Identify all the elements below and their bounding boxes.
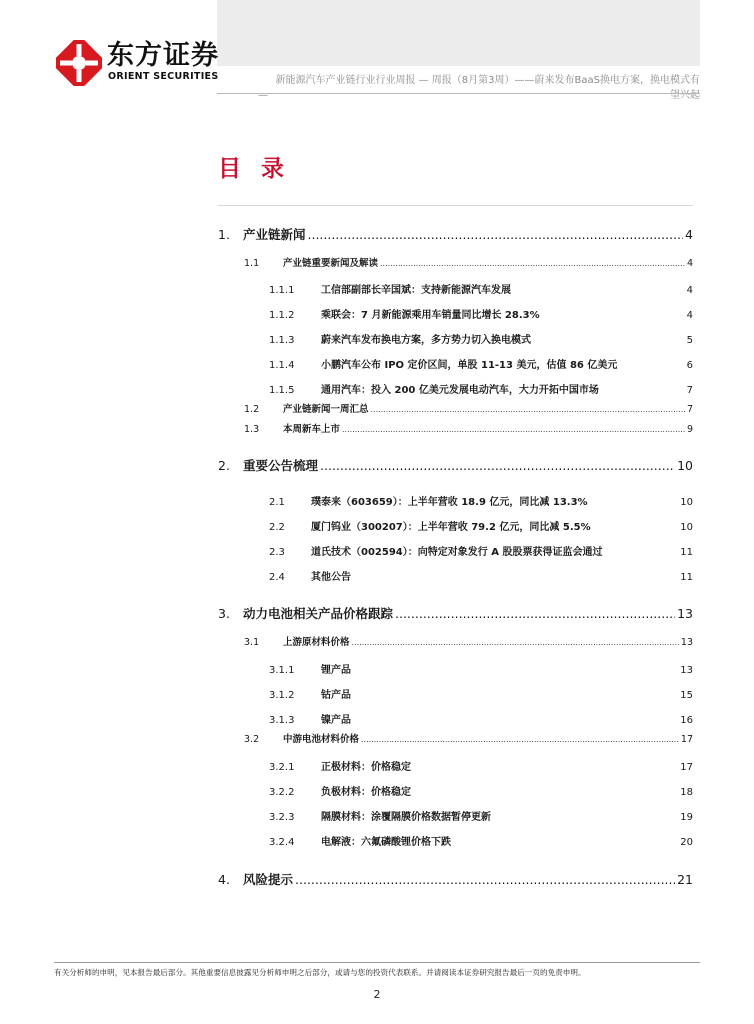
report-title-tail: 望兴起 xyxy=(670,90,700,101)
toc-entry-leader xyxy=(342,425,685,434)
toc-entry-page: 16 xyxy=(680,715,693,726)
toc-entry[interactable] xyxy=(269,568,693,583)
toc-entry-title: 钴产品 xyxy=(321,690,351,701)
report-title-continued xyxy=(258,89,700,102)
brand-name-en: ORIENT SECURITIES xyxy=(108,71,219,82)
toc-entry-title: 负极材料：价格稳定 xyxy=(321,787,411,798)
toc-entry-title: 风险提示 xyxy=(243,872,294,887)
toc-entry-page: 4 xyxy=(686,310,693,321)
toc-entry[interactable] xyxy=(218,456,693,474)
toc-entry-number: 4. xyxy=(218,872,230,887)
toc-entry[interactable] xyxy=(269,518,693,533)
toc-entry-number: 3.1 xyxy=(244,637,260,648)
toc-entry-title: 厦门钨业（300207）：上半年营收 79.2 亿元，同比减 5.5% xyxy=(311,522,591,533)
toc-entry-number: 3. xyxy=(218,606,230,621)
toc-entry-title: 镍产品 xyxy=(321,715,351,726)
toc-entry[interactable] xyxy=(269,331,693,346)
toc-entry[interactable] xyxy=(244,634,693,648)
toc-entry-page: 4 xyxy=(686,258,693,269)
toc-entry-number: 1.2 xyxy=(244,404,260,415)
toc-entry-page: 15 xyxy=(680,690,693,701)
toc-entry-page: 10 xyxy=(680,522,693,533)
toc-entry-number: 3.1.2 xyxy=(269,690,295,701)
toc-entry-number: 2.2 xyxy=(269,522,285,533)
toc-entry-number: 3.1.3 xyxy=(269,715,295,726)
toc-entry-title: 动力电池相关产品价格跟踪 xyxy=(243,606,394,621)
toc-entry-page: 10 xyxy=(677,458,693,473)
toc-entry-leader xyxy=(361,735,679,744)
toc-entry-page: 17 xyxy=(680,762,693,773)
toc-entry-title: 正极材料：价格稳定 xyxy=(321,762,411,773)
toc-entry-title: 工信部副部长辛国斌：支持新能源汽车发展 xyxy=(321,285,511,296)
toc-entry[interactable] xyxy=(269,661,693,676)
toc-entry-title: 本周新车上市 xyxy=(283,424,341,435)
toc-entry-number: 3.2.3 xyxy=(269,812,295,823)
toc-entry-title: 电解液：六氟磷酸锂价格下跌 xyxy=(321,837,451,848)
toc-entry-title: 蔚来汽车发布换电方案，多方势力切入换电模式 xyxy=(321,335,531,346)
toc-entry-number: 3.2.4 xyxy=(269,837,295,848)
toc-entry-page: 6 xyxy=(686,360,693,371)
toc-entry-title: 璞泰来（603659）：上半年营收 18.9 亿元，同比减 13.3% xyxy=(311,497,588,508)
footer-divider xyxy=(54,962,700,963)
toc-entry-title: 产业链新闻一周汇总 xyxy=(283,404,369,415)
toc-entry-number: 2.3 xyxy=(269,547,285,558)
toc-entry-page: 4 xyxy=(685,227,693,242)
toc-entry-leader xyxy=(395,606,675,621)
toc-entry[interactable] xyxy=(218,604,693,622)
brand-name-cn: 东方证券 xyxy=(107,40,219,71)
page-number: 2 xyxy=(373,988,381,1001)
toc-divider xyxy=(218,205,693,206)
toc-entry[interactable] xyxy=(269,281,693,296)
toc-entry-number: 1.1.1 xyxy=(269,285,295,296)
toc-entry-leader xyxy=(320,458,675,473)
toc-entry[interactable] xyxy=(269,381,693,396)
toc-entry-title: 锂产品 xyxy=(321,665,351,676)
toc-entry[interactable] xyxy=(269,493,693,508)
toc-entry[interactable] xyxy=(269,808,693,823)
toc-entry-page: 21 xyxy=(677,872,693,887)
toc-entry-page: 13 xyxy=(680,637,693,648)
toc-entry-leader xyxy=(380,259,685,268)
footer-disclaimer: 有关分析师的申明，见本报告最后部分。其他重要信息披露见分析师申明之后部分，或请与您的投资代表联系。并请阅读本证券研究报告最后一页的免责申明。 xyxy=(54,968,586,977)
toc-entry-title: 通用汽车：投入 200 亿美元发展电动汽车，大力开拓中国市场 xyxy=(321,385,599,396)
toc-entry-number: 3.2.1 xyxy=(269,762,295,773)
toc-entry[interactable] xyxy=(269,758,693,773)
toc-entry[interactable] xyxy=(269,686,693,701)
toc-entry[interactable] xyxy=(269,356,693,371)
toc-entry-title: 小鹏汽车公布 IPO 定价区间，单股 11-13 美元，估值 86 亿美元 xyxy=(321,360,618,371)
toc-entry-title: 上游原材料价格 xyxy=(283,637,350,648)
toc-entry-page: 11 xyxy=(680,547,693,558)
toc-entry[interactable] xyxy=(269,783,693,798)
toc-entry-title: 其他公告 xyxy=(311,572,351,583)
toc-entry-page: 9 xyxy=(686,424,693,435)
toc-entry-page: 10 xyxy=(680,497,693,508)
toc-entry-leader xyxy=(371,405,685,414)
toc-entry[interactable] xyxy=(269,711,693,726)
toc-entry-page: 18 xyxy=(680,787,693,798)
report-title: 新能源汽车产业链行业行业周报 — 周报（8月第3周）——蔚来发布BaaS换电方案，换电模式有 xyxy=(275,75,700,86)
header-divider xyxy=(217,93,700,94)
toc-entry-number: 1.1.3 xyxy=(269,335,295,346)
toc-entry-number: 2. xyxy=(218,458,230,473)
toc-entry-title: 道氏技术（002594）：向特定对象发行 A 股股票获得证监会通过 xyxy=(311,547,603,558)
toc-entry-number: 2.4 xyxy=(269,572,285,583)
report-title-dash: — xyxy=(258,90,268,101)
toc-entry-page: 5 xyxy=(686,335,693,346)
toc-entry-number: 2.1 xyxy=(269,497,285,508)
toc-entry-number: 1.1.2 xyxy=(269,310,295,321)
toc-entry-leader xyxy=(308,227,684,242)
toc-entry-number: 3.2 xyxy=(244,734,260,745)
toc-entry[interactable] xyxy=(244,401,693,415)
toc-entry-number: 1.1.5 xyxy=(269,385,295,396)
toc-entry-leader xyxy=(352,638,679,647)
toc-entry-page: 13 xyxy=(680,665,693,676)
toc-entry[interactable] xyxy=(244,421,693,435)
toc-entry-title: 乘联会：7 月新能源乘用车销量同比增长 28.3% xyxy=(321,310,540,321)
toc-entry-number: 3.2.2 xyxy=(269,787,295,798)
toc-entry-page: 11 xyxy=(680,572,693,583)
toc-entry-page: 17 xyxy=(680,734,693,745)
toc-entry-number: 1.3 xyxy=(244,424,260,435)
toc-entry[interactable] xyxy=(244,731,693,745)
toc-entry-page: 20 xyxy=(680,837,693,848)
toc-entry[interactable] xyxy=(269,306,693,321)
toc-entry-title: 产业链新闻 xyxy=(243,227,306,242)
toc-entry-number: 1.1.4 xyxy=(269,360,295,371)
toc-entry-number: 3.1.1 xyxy=(269,665,295,676)
toc-entry[interactable] xyxy=(218,225,693,243)
toc-entry-number: 1. xyxy=(218,227,230,242)
toc-entry-title: 产业链重要新闻及解读 xyxy=(283,258,379,269)
toc-entry[interactable] xyxy=(244,255,693,269)
toc-entry[interactable] xyxy=(269,543,693,558)
toc-entry-page: 4 xyxy=(686,285,693,296)
toc-title: 目 录 xyxy=(218,156,291,182)
toc-entry-page: 19 xyxy=(680,812,693,823)
toc-entry[interactable] xyxy=(218,870,693,888)
orient-securities-logo-icon xyxy=(56,40,102,86)
toc-entry-number: 1.1 xyxy=(244,258,260,269)
toc-entry-page: 13 xyxy=(677,606,693,621)
header-shade xyxy=(217,0,700,66)
toc-entry-page: 7 xyxy=(686,385,693,396)
toc-entry-title: 中游电池材料价格 xyxy=(283,734,360,745)
toc-entry-leader xyxy=(295,872,675,887)
toc-entry-page: 7 xyxy=(686,404,693,415)
toc-entry-title: 重要公告梳理 xyxy=(243,458,319,473)
toc-entry[interactable] xyxy=(269,833,693,848)
toc-entry-title: 隔膜材料：涂覆隔膜价格数据暂停更新 xyxy=(321,812,491,823)
